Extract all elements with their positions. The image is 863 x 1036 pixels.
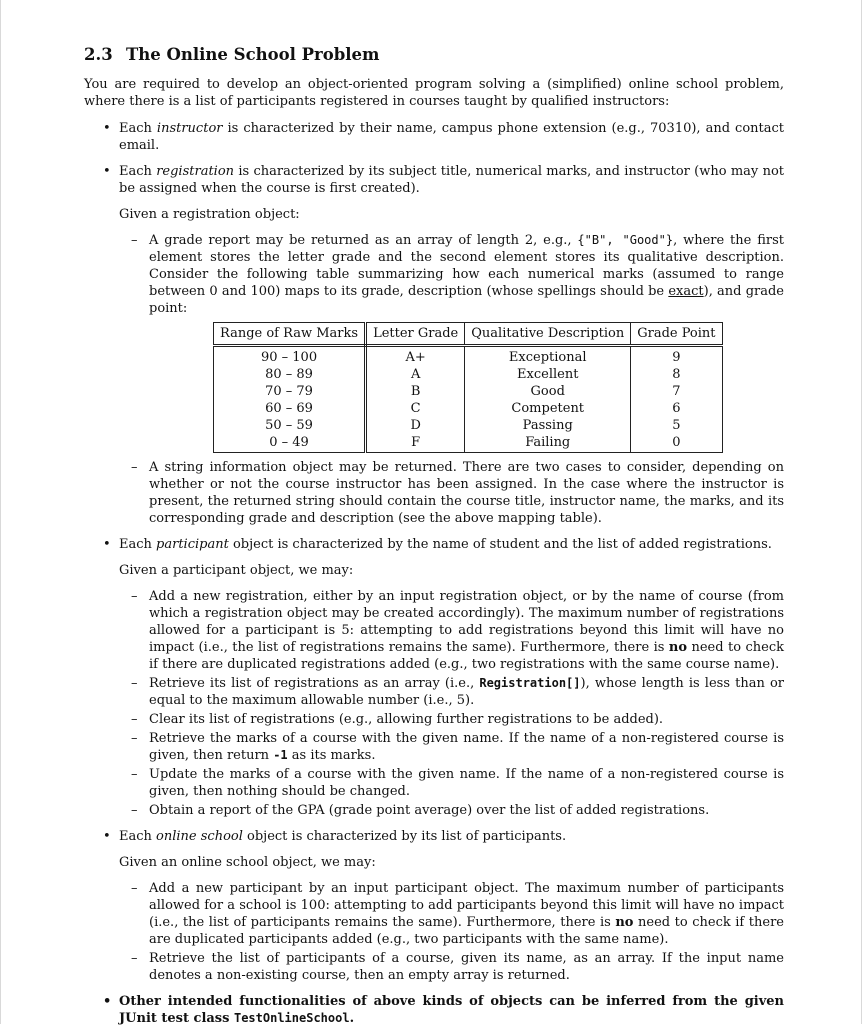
test-class-code: TestOnlineSchool xyxy=(233,1011,350,1025)
table-cell: D xyxy=(366,417,465,434)
participant-bullet: • Each participant object is characterized by the name of student and the list of added registrations. xyxy=(103,537,772,552)
instructor-bullet: • Each instructor is characterized by their name, campus phone extension (e.g., 70310), and contact email. xyxy=(103,121,784,153)
grade-report-item: – A grade report may be returned as an array of length 2, e.g., {"B", "Good"}, where the first element stores the letter grade and the second element stores its qualitative description. Consider the following table summarizing how each numerical marks (assumed to range between 0 and 100) maps to its grade, description (whose spellings should be exact), and grade point: xyxy=(131,233,784,316)
table-cell: 50 – 59 xyxy=(214,417,366,434)
bullet-icon: • xyxy=(103,829,111,844)
minus-one-code: -1 xyxy=(273,748,288,762)
dash-icon: – xyxy=(131,712,138,727)
table-header: Letter Grade xyxy=(366,323,465,346)
table-row xyxy=(214,366,723,383)
add-participant-item: – Add a new participant by an input participant object. The maximum number of participants allowed for a school is 100: attempting to add participants beyond this limit will have no impact (i.e., the list of participants remains the same). Furthermore, there is no need to check if there are duplicated participants added (e.g., two participants with the same name). xyxy=(131,881,784,947)
gpa-report-item: – Obtain a report of the GPA (grade point average) over the list of added registrations. xyxy=(131,803,710,818)
registration-term: registration xyxy=(156,164,235,179)
update-marks-item: – Update the marks of a course with the given name. If the name of a non-registered course is given, then nothing should be changed. xyxy=(131,767,784,799)
exact-underlined: exact xyxy=(668,284,704,299)
table-cell: Excellent xyxy=(465,366,631,383)
dash-icon: – xyxy=(131,881,138,896)
dash-icon: – xyxy=(131,676,138,691)
online-school-term: online school xyxy=(156,829,243,844)
retrieve-registrations-item: – Retrieve its list of registrations as an array (i.e., Registration[]), whose length is less than or equal to the maximum allowable number (i.e., 5). xyxy=(131,676,784,708)
table-header: Grade Point xyxy=(631,323,722,346)
online-school-bullet: • Each online school object is characterized by its list of participants. xyxy=(103,829,567,844)
table-row xyxy=(214,346,723,367)
dash-icon: – xyxy=(131,233,138,248)
registration-given: Given a registration object: xyxy=(119,207,300,222)
dash-icon: – xyxy=(131,460,138,475)
dash-icon: – xyxy=(131,803,138,818)
section-title: The Online School Problem xyxy=(126,45,380,64)
participant-given: Given a participant object, we may: xyxy=(119,563,354,578)
section-heading xyxy=(84,44,784,66)
add-registration-item: – Add a new registration, either by an input registration object, or by the name of course (from which a registration object may be created accordingly). The maximum number of registrations allowed for a participant is 5: attempting to add registrations beyond this limit will have no impact (i.e., the list of registrations remains the same). Furthermore, there is no need to check if there are duplicated registrations added (e.g., two registrations with the same course name). xyxy=(131,589,784,672)
table-cell: B xyxy=(366,383,465,400)
dash-icon: – xyxy=(131,731,138,746)
bullet-icon: • xyxy=(103,994,112,1009)
dash-icon: – xyxy=(131,767,138,782)
table-cell: 90 – 100 xyxy=(214,346,366,367)
table-header: Qualitative Description xyxy=(465,323,631,346)
string-info-item: – A string information object may be returned. There are two cases to consider, depending on whether or not the course instructor has been assigned. In the case where the instructor is present, the returned string should contain the course title, instructor name, the marks, and its corresponding grade and description (see the above mapping table). xyxy=(131,460,784,526)
table-cell: 5 xyxy=(631,417,722,434)
dash-icon: – xyxy=(131,951,138,966)
school-given: Given an online school object, we may: xyxy=(119,855,376,870)
table-cell: 8 xyxy=(631,366,722,383)
table-cell: Passing xyxy=(465,417,631,434)
grade-mapping-table xyxy=(213,322,723,453)
table-cell: 6 xyxy=(631,400,722,417)
registration-array-code: Registration[] xyxy=(479,676,581,690)
retrieve-marks-item: – Retrieve the marks of a course with the given name. If the name of a non-registered course is given, then return -1 as its marks. xyxy=(131,731,784,763)
table-cell: F xyxy=(366,434,465,453)
table-cell: 0 – 49 xyxy=(214,434,366,453)
table-header-row xyxy=(214,323,723,346)
intro-paragraph: You are required to develop an object-oriented program solving a (simplified) online school problem, where there is a list of participants registered in courses taught by qualified instructors: xyxy=(84,77,784,109)
table-cell: 60 – 69 xyxy=(214,400,366,417)
table-cell: Exceptional xyxy=(465,346,631,367)
table-cell: 7 xyxy=(631,383,722,400)
table-cell: Competent xyxy=(465,400,631,417)
table-row xyxy=(214,417,723,434)
document-content xyxy=(84,44,784,1036)
table-cell: A+ xyxy=(366,346,465,367)
section-number: 2.3 xyxy=(84,45,113,64)
table-row xyxy=(214,434,723,453)
bullet-icon: • xyxy=(103,164,111,179)
retrieve-participants-item: – Retrieve the list of participants of a course, given its name, as an array. If the input name denotes a non-existing course, then an empty array is returned. xyxy=(131,951,784,983)
bullet-icon: • xyxy=(103,121,111,136)
table-cell: Failing xyxy=(465,434,631,453)
table-row xyxy=(214,383,723,400)
grade-report-example: {"B", "Good"} xyxy=(577,233,674,247)
table-row xyxy=(214,400,723,417)
clear-registrations-item: – Clear its list of registrations (e.g., allowing further registrations to be added). xyxy=(131,712,664,727)
table-cell: 9 xyxy=(631,346,722,367)
table-cell: 70 – 79 xyxy=(214,383,366,400)
table-cell: C xyxy=(366,400,465,417)
table-header: Range of Raw Marks xyxy=(214,323,366,346)
table-cell: A xyxy=(366,366,465,383)
bullet-icon: • xyxy=(103,537,111,552)
dash-icon: – xyxy=(131,589,138,604)
participant-term: participant xyxy=(156,537,229,552)
table-cell: 0 xyxy=(631,434,722,453)
table-cell: Good xyxy=(465,383,631,400)
other-functionalities-bullet: • Other intended functionalities of above kinds of objects can be inferred from the given JUnit test class TestOnlineSchool. xyxy=(103,994,784,1026)
instructor-term: instructor xyxy=(156,121,223,136)
registration-bullet: • Each registration is characterized by its subject title, numerical marks, and instructor (who may not be assigned when the course is first created). xyxy=(103,164,784,196)
table-cell: 80 – 89 xyxy=(214,366,366,383)
